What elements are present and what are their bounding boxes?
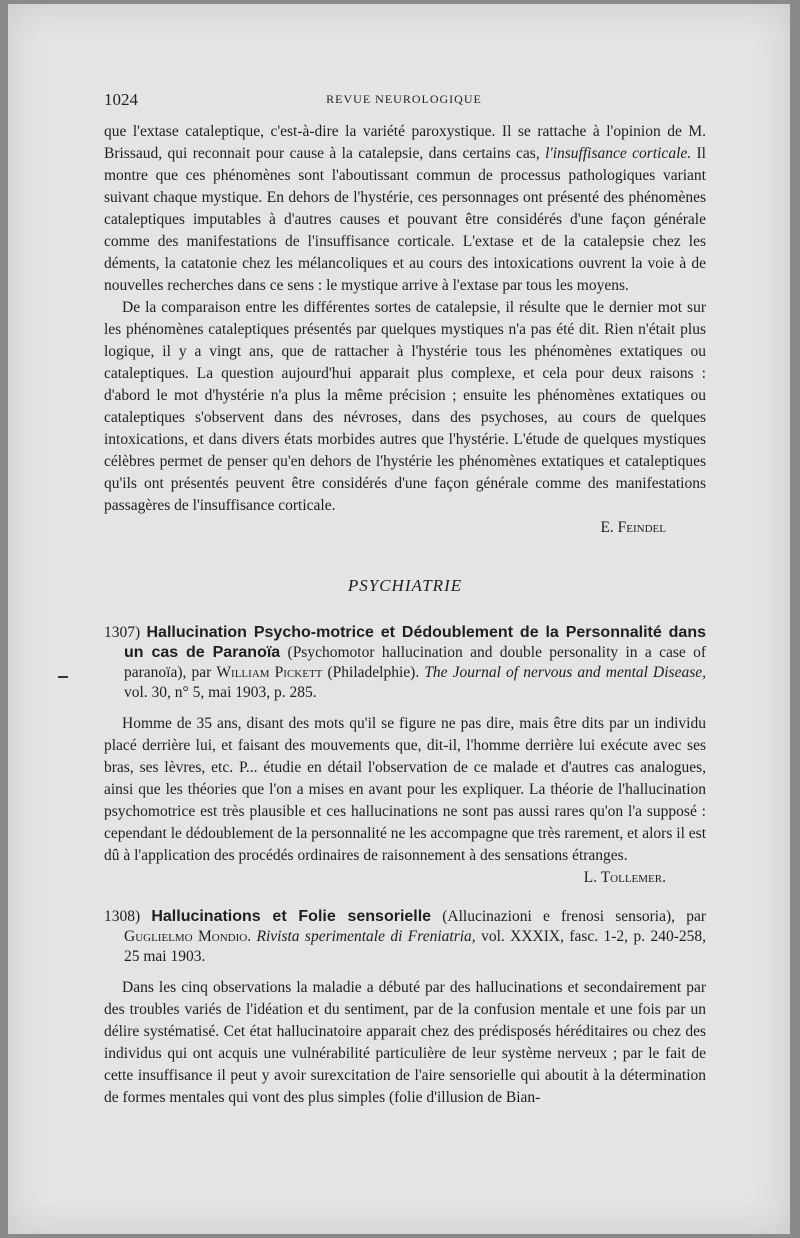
entry-number: 1308) bbox=[104, 908, 141, 925]
section-title: PSYCHIATRIE bbox=[347, 576, 463, 595]
signature-feindel: E. Feindel bbox=[600, 519, 666, 536]
page-header bbox=[104, 90, 704, 110]
entry-number: 1307) bbox=[104, 624, 141, 641]
entry-title: Hallucination Psycho-motrice et Dédoublement de la Personnalité dans un cas de Paranoïa bbox=[124, 624, 707, 661]
signature-tollemer: L. Tollemer. bbox=[583, 869, 666, 886]
entry-journal: Rivista sperimentale di Freniatria, bbox=[251, 928, 476, 945]
intro-paragraph-1: que l'extase cataleptique, c'est-à-dire la variété paroxystique. Il se rattache à l'opinion de M. Brissaud, qui reconnait pour cause à la catalepsie, dans certains cas, l'insuffisance corticale. Il montre que ces phénomènes sont l'aboutissant commun de processus pathologiques variant suivant chaque mystique. En dehors de l'hystérie, ces personnages ont présenté des phénomènes cataleptiques imputables à d'autres causes et pouvant être considérés d'une façon générale comme des manifestations de l'insuffisance corticale. L'extase et de la catalepsie chez les déments, la catatonie chez les mélancoliques et au cours des intoxications ouvrent la voie à de nouvelles recherches dans ce sens : le mystique arrive à l'extase par tous les moyens. bbox=[104, 123, 706, 294]
intro-paragraph-2: De la comparaison entre les différentes sortes de catalepsie, il résulte que le dernier mot sur les phénomènes cataleptiques présentés par quelques mystiques n'a pas été dit. Rien n'était plus logique, il y a vingt ans, que de rattacher à l'hystérie tous les phénomènes extatiques ou cataleptiques. La question aujourd'hui apparait plus complexe, et cela pour deux raisons : d'abord le mot d'hystérie n'a plus la même précision ; ensuite les phénomènes extatiques ou cataleptiques s'observent dans des névroses, dans des psychoses, au cours de quelques intoxications, et dans divers états morbides autres que l'hystérie. L'étude de quelques mystiques célèbres permet de penser qu'en dehors de l'hystérie les phénomènes extatiques et cataleptiques qu'ils ont présentés peuvent être considérés d'une façon générale comme des manifestations passagères de l'insuffisance corticale. bbox=[104, 299, 706, 514]
page-body bbox=[104, 121, 706, 1109]
entry-1308-body: Dans les cinq observations la maladie a débuté par des hallucinations et secondairement par des troubles variés de l'idéation et du sentiment, par de la confusion mentale et une fois par un délire systématisé. Cet état hallucinatoire apparait chez des prédisposés héréditaires ou chez des individus qui ont acquis une vulnérabilité particulière de leur système nerveux ; par le fait de cette insuffisance il peut y avoir surexcitation de l'aire sensorielle qui aboutit à la détermination de formes mentales qui vont des plus simples (folie d'illusion de Bian- bbox=[104, 979, 706, 1106]
running-title: REVUE NEUROLOGIQUE bbox=[326, 92, 482, 106]
entry-author: Guglielmo Mondio. bbox=[124, 928, 252, 945]
entry-1307-body: Homme de 35 ans, disant des mots qu'il se figure ne pas dire, mais être dits par un individu placé derrière lui, et faisant des mouvements que, dit-il, l'homme derrière lui exécute avec ses bras, ses lèvres, etc. P... étudie en détail l'observation de ce malade et d'autres cas analogues, ainsi que les théories que l'on a mises en avant pour les expliquer. La théorie de l'hallucination psychomotrice est très plausible et ces hallucinations ne sont pas aussi rares qu'on l'a supposé : cependant le dédoublement de la personnalité ne les accompagne que très rarement, et alors il est dû à l'application des procédés ordinaires de raisonnement à des sensations étranges. bbox=[104, 715, 706, 864]
entry-title: Hallucinations et Folie sensorielle bbox=[151, 908, 432, 925]
entry-1307-heading: 1307) Hallucination Psycho-motrice et Dédoublement de la Personnalité dans un cas de Paranoïa (Psychomotor hallucination and double personality in a case of paranoïa), par William Pickett (Philadelphie). The Journal of nervous and mental Disease, vol. 30, n° 5, mai 1903, p. 285. bbox=[104, 624, 707, 701]
entry-1308-heading: 1308) Hallucinations et Folie sensorielle (Allucinazioni e frenosi sensoria), par Guglielmo Mondio. Rivista sperimentale di Freniatria, vol. XXXIX, fasc. 1-2, p. 240-258, 25 mai 1903. bbox=[104, 908, 706, 965]
journal-page bbox=[8, 4, 790, 1234]
entry-journal: The Journal of nervous and mental Disease, bbox=[424, 664, 707, 681]
page-number: 1024 bbox=[104, 90, 138, 109]
margin-mark bbox=[58, 676, 68, 678]
entry-author: William Pickett bbox=[216, 664, 323, 681]
